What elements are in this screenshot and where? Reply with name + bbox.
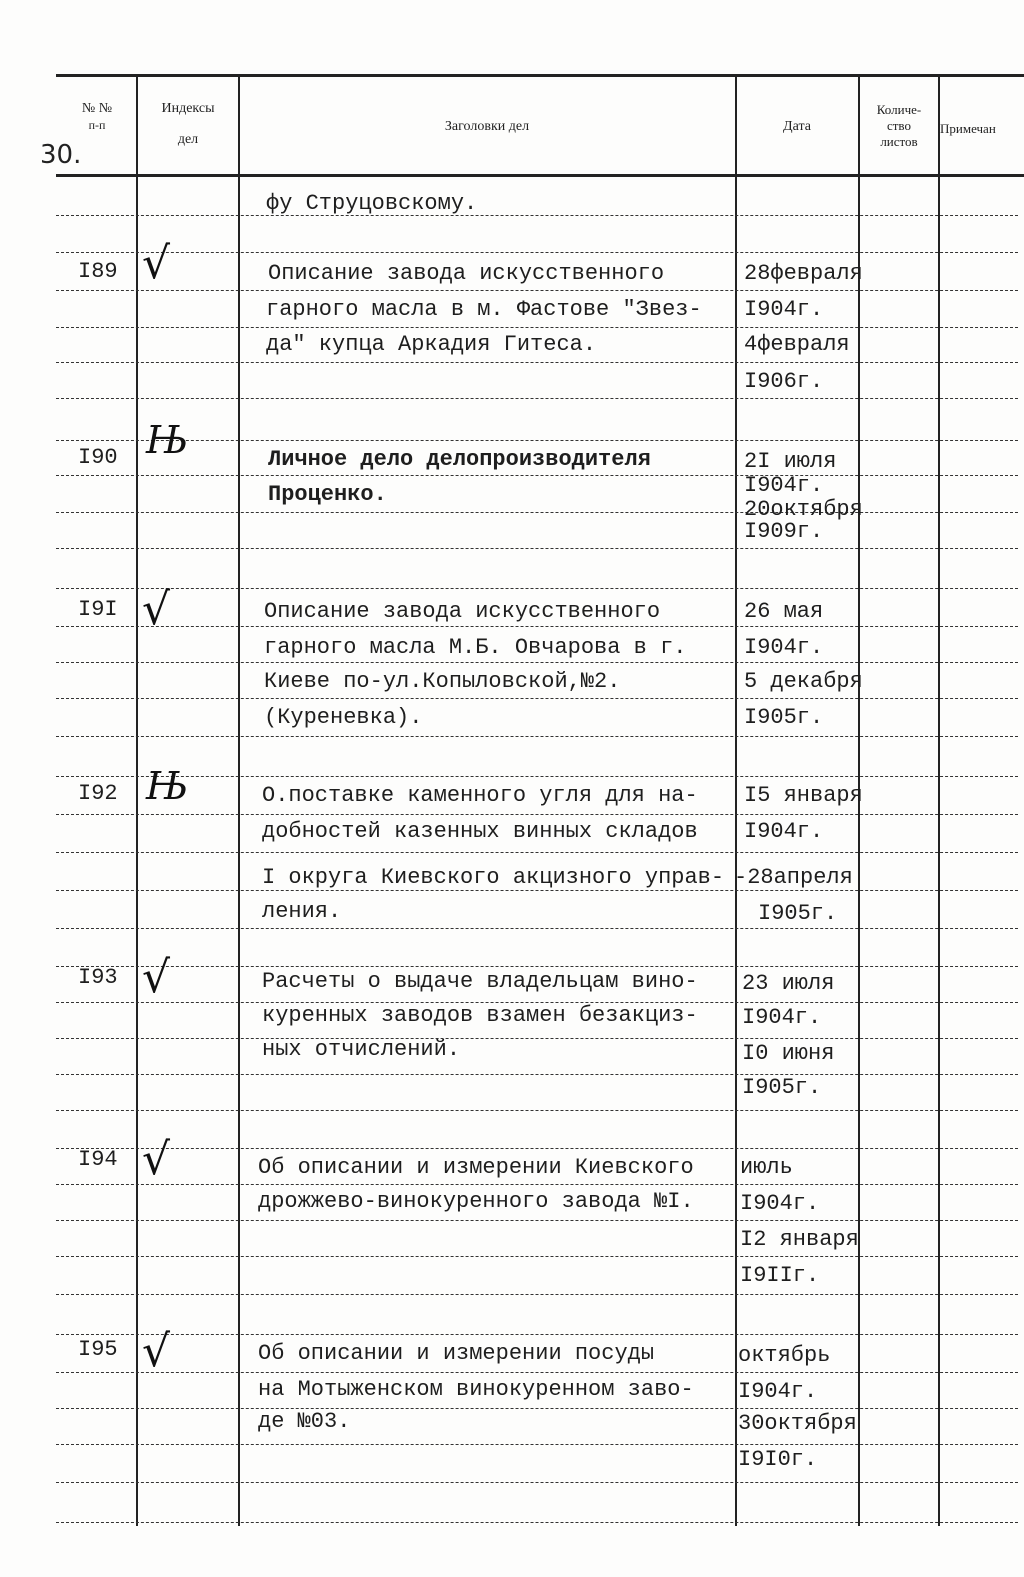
- record-date-line: I905г.: [758, 901, 838, 926]
- page-number: 30.: [40, 140, 82, 170]
- record-date-line: 20октября: [744, 497, 863, 522]
- record-date-line: 5 декабря: [744, 669, 863, 694]
- record-date-line: I9I0г.: [738, 1447, 818, 1472]
- record-date-line: I904г.: [740, 1191, 820, 1216]
- col-divider-2: [238, 76, 240, 1526]
- record-date-line: 4февраля: [744, 332, 850, 357]
- record-title-line: Киеве по-ул.Копыловской,№2.: [264, 669, 621, 694]
- record-date-line: 30октября: [738, 1411, 857, 1436]
- record-title-line: (Куреневка).: [264, 705, 423, 730]
- record-date-line: июль: [740, 1155, 793, 1180]
- record-number: I89: [78, 259, 118, 284]
- record-date-line: I904г.: [738, 1379, 818, 1404]
- record-date-line: I904г.: [744, 297, 824, 322]
- checkmark-icon: √: [142, 584, 171, 635]
- record-title-line: Об описании и измерении Киевского: [258, 1155, 694, 1180]
- record-title-line: гарного масла М.Б. Овчарова в г.: [264, 635, 687, 660]
- header-col-notes: Примечан: [940, 121, 996, 136]
- header-col-sheets: Количе- ство листов: [876, 102, 922, 149]
- record-date-line: I9IIг.: [740, 1263, 820, 1288]
- checkmark-icon: √: [142, 1326, 171, 1377]
- record-title-line: I округа Киевского акцизного управ-: [262, 865, 725, 890]
- record-title-line: Об описании и измерении посуды: [258, 1341, 655, 1366]
- checkmark-icon: √: [142, 952, 171, 1003]
- record-date-line: I906г.: [744, 369, 824, 394]
- record-title-line: ления.: [262, 899, 342, 924]
- record-date-line: I904г.: [744, 473, 824, 498]
- col-divider-3: [735, 76, 737, 1526]
- record-date-line: -28апреля: [734, 865, 853, 890]
- record-title-line: гарного масла в м. Фастове "Звез-: [266, 297, 702, 322]
- record-date-line: I5 января: [744, 783, 863, 808]
- record-title-line: Описание завода искусственного: [268, 261, 665, 286]
- record-number: I95: [78, 1337, 118, 1362]
- record-title-line: О.поставке каменного угля для на-: [262, 783, 698, 808]
- record-title-line: де №03.: [258, 1409, 351, 1434]
- header-bottom-border: [56, 174, 1024, 177]
- col-divider-5: [938, 76, 940, 1526]
- header-top-border: [56, 74, 1024, 77]
- record-number: I90: [78, 445, 118, 470]
- record-title-line: добностей казенных винных складов: [262, 819, 698, 844]
- record-date-line: 28февраля: [744, 261, 863, 286]
- record-title-line: Расчеты о выдаче владельцам вино-: [262, 969, 698, 994]
- col-divider-1: [136, 76, 138, 1526]
- record-date-line: 2I июля: [744, 449, 837, 474]
- record-date-line: I905г.: [742, 1075, 822, 1100]
- record-date-line: I0 июня: [742, 1041, 835, 1066]
- record-title-line: ных отчислений.: [262, 1037, 461, 1062]
- header-col-number: № № п-п: [81, 101, 113, 132]
- record-date-line: I2 января: [740, 1227, 859, 1252]
- handwritten-mark-icon: Њ: [146, 418, 183, 462]
- record-date-line: I904г.: [744, 819, 824, 844]
- header-col-title: Заголовки дел: [444, 119, 530, 134]
- record-number: I92: [78, 781, 118, 806]
- checkmark-icon: √: [142, 238, 171, 289]
- record-date-line: I905г.: [744, 705, 824, 730]
- record-date-line: I909г.: [744, 519, 824, 544]
- record-title-line: да" купца Аркадия Гитеса.: [266, 332, 597, 357]
- handwritten-mark-icon: Њ: [146, 764, 183, 808]
- header-col-date: Дата: [783, 119, 811, 134]
- continuation-title: фу Струцовскому.: [266, 191, 478, 216]
- record-date-line: I904г.: [742, 1005, 822, 1030]
- checkmark-icon: √: [142, 1134, 171, 1185]
- record-date-line: I904г.: [744, 635, 824, 660]
- record-date-line: октябрь: [738, 1343, 831, 1368]
- record-title-line: Проценко.: [268, 482, 387, 507]
- record-title-line: Личное дело делопроизводителя: [268, 447, 651, 472]
- header-col-index: Индексы дел: [161, 101, 215, 147]
- record-title-line: куренных заводов взамен безакциз-: [262, 1003, 698, 1028]
- record-date-line: 23 июля: [742, 971, 835, 996]
- record-number: I9I: [78, 597, 118, 622]
- record-date-line: 26 мая: [744, 599, 824, 624]
- record-title-line: Описание завода искусственного: [264, 599, 661, 624]
- record-title-line: на Мотыженском винокуренном заво-: [258, 1377, 694, 1402]
- record-number: I94: [78, 1147, 118, 1172]
- record-number: I93: [78, 965, 118, 990]
- record-title-line: дрожжево-винокуренного завода №I.: [258, 1189, 694, 1214]
